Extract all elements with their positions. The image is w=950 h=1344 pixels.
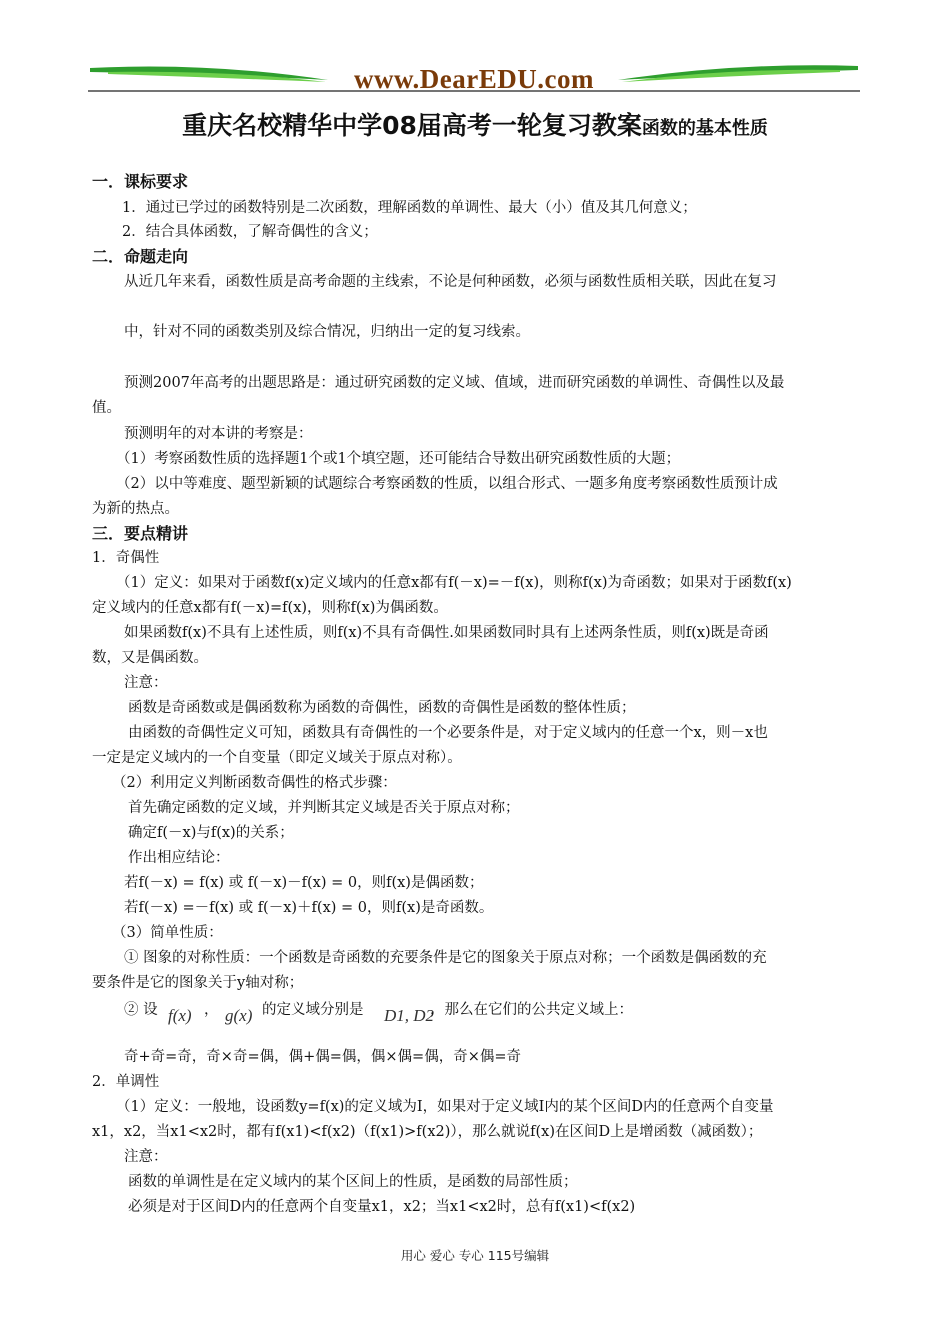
subsection-heading: 1．奇偶性 (92, 550, 160, 566)
page-footer: 用心 爱心 专心 115号编辑 (400, 1248, 550, 1263)
text-line: x1，x2，当x1<x2时，都有f(x1)<f(x2)（f(x1)>f(x2)），那么就说f(x)在区间D上是增函数（减函数）； (92, 1124, 763, 1140)
text-line: 函数的单调性是在定义域内的某个区间上的性质，是函数的局部性质； (128, 1174, 578, 1190)
text-line: 预测2007年高考的出题思路是：通过研究函数的定义域、值域，进而研究函数的单调性、奇偶性以及最 (124, 375, 785, 391)
text-line: 若f(－x) = f(x) 或 f(－x)－f(x) = 0，则f(x)是偶函数； (124, 875, 484, 891)
text-line: 为新的热点。 (92, 501, 179, 517)
text-line: 要条件是它的图象关于y轴对称； (92, 975, 304, 991)
section-heading-2: 二．命题走向 (92, 247, 189, 266)
title-sub: 函数的基本性质 (641, 118, 768, 139)
text-line: ① 图象的对称性质：一个函数是奇函数的充要条件是它的图象关于原点对称；一个函数是偶函数的充 (124, 950, 767, 966)
page-title (0, 106, 950, 142)
text-line: 从近几年来看，函数性质是高考命题的主线索，不论是何种函数，必须与函数性质相关联，因此在复习 (124, 274, 777, 290)
text-line: 的定义域分别是 (262, 1002, 364, 1018)
text-line: 必须是对于区间D内的任意两个自变量x1，x2；当x1<x2时，总有f(x1)<f(x2) (128, 1199, 636, 1215)
text-line: ， (204, 1002, 219, 1018)
text-line: 中，针对不同的函数类别及综合情况，归纳出一定的复习线索。 (124, 324, 530, 340)
text-line: 函数是奇函数或是偶函数称为函数的奇偶性，函数的奇偶性是函数的整体性质； (128, 700, 636, 716)
text-line: 注意： (124, 1149, 168, 1165)
text-line: 预测明年的对本讲的考察是： (124, 426, 313, 442)
math-f: f(x) (168, 1006, 192, 1025)
text-line: 值。 (92, 400, 121, 416)
text-line: （1）定义：一般地，设函数y=f(x)的定义域为I，如果对于定义域I内的某个区间D内的任意两个自变量 (116, 1099, 774, 1115)
text-line: （3）简单性质： (112, 925, 223, 941)
text-line: 数，又是偶函数。 (92, 650, 208, 666)
text-line: 作出相应结论： (128, 850, 230, 866)
text-line: 一定是定义域内的一个自变量（即定义域关于原点对称）。 (92, 750, 462, 766)
text-line: 2．结合具体函数，了解奇偶性的含义； (122, 224, 378, 240)
math-g: g(x) (225, 1006, 253, 1025)
text-line: ② 设 (124, 1002, 158, 1018)
text-line: 首先确定函数的定义域，并判断其定义域是否关于原点对称； (128, 800, 520, 816)
site-logo (88, 60, 860, 100)
text-line: 若f(－x) =－f(x) 或 f(－x)＋f(x) = 0，则f(x)是奇函数。 (124, 900, 494, 916)
subsection-heading: 2．单调性 (92, 1074, 160, 1090)
text-line: 奇+奇=奇，奇×奇=偶，偶+偶=偶，偶×偶=偶，奇×偶=奇 (124, 1049, 521, 1065)
text-line: （1）考察函数性质的选择题1个或1个填空题，还可能结合导数出研究函数性质的大题； (116, 451, 681, 467)
section-heading-1: 一．课标要求 (92, 172, 189, 191)
text-line: 定义域内的任意x都有f(－x)=f(x)，则称f(x)为偶函数。 (92, 600, 448, 616)
text-line: （1）定义：如果对于函数f(x)定义域内的任意x都有f(－x)=－f(x)，则称f(x)为奇函数；如果对于函数f(x) (116, 575, 792, 591)
section-heading-3: 三．要点精讲 (92, 524, 189, 543)
text-line: 1．通过已学过的函数特别是二次函数，理解函数的单调性、最大（小）值及其几何意义； (122, 200, 697, 216)
text-line: 注意： (124, 675, 168, 691)
text-line: 确定f(－x)与f(x)的关系； (128, 825, 294, 841)
title-main: 重庆名校精华中学08届高考一轮复习教案 (182, 111, 642, 140)
text-line: （2）以中等难度、题型新颖的试题综合考察函数的性质，以组合形式、一题多角度考察函数性质预计成 (116, 476, 778, 492)
site-url[interactable]: www.DearEDU.com (354, 64, 594, 94)
text-line: ，那么在它们的公共定义域上： (430, 1002, 633, 1018)
text-line: （2）利用定义判断函数奇偶性的格式步骤： (112, 775, 397, 791)
math-d: D1, D2 (384, 1006, 435, 1025)
text-line: 由函数的奇偶性定义可知，函数具有奇偶性的一个必要条件是，对于定义域内的任意一个x，则－x也 (128, 725, 768, 741)
text-line: 如果函数f(x)不具有上述性质，则f(x)不具有奇偶性.如果函数同时具有上述两条性质，则f(x)既是奇函 (124, 625, 769, 641)
